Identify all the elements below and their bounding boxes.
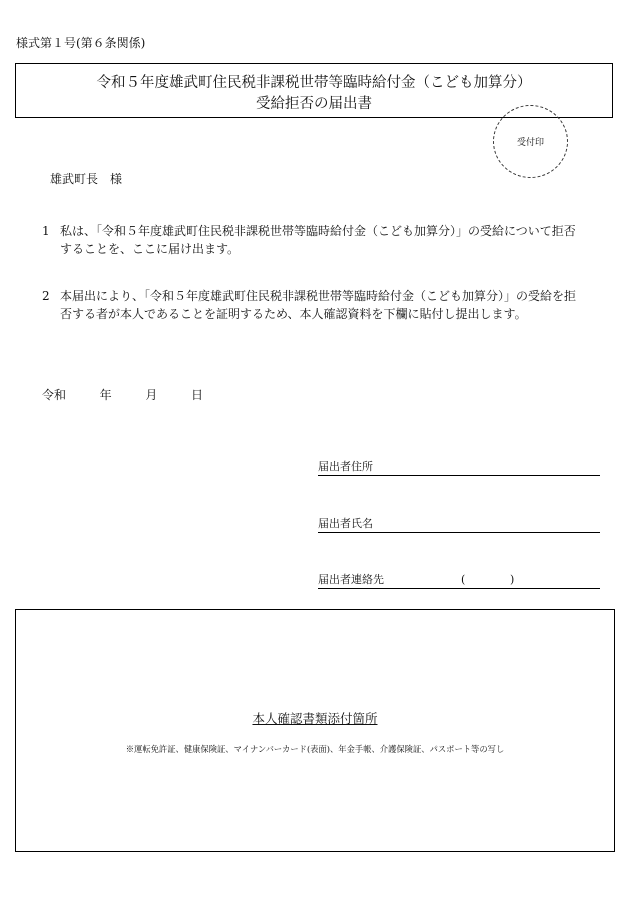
name-label: 届出者氏名 bbox=[318, 517, 373, 530]
date-row bbox=[42, 386, 203, 403]
paragraph-1 bbox=[42, 222, 587, 258]
addressee: 雄武町長 様 bbox=[50, 172, 123, 186]
contact-field[interactable] bbox=[318, 572, 600, 589]
document-title: 令和５年度雄武町住民税非課税世帯等臨時給付金（こども加算分） bbox=[96, 75, 532, 91]
document-subtitle: 受給拒否の届出書 bbox=[256, 96, 372, 112]
reception-stamp-label: 受付印 bbox=[516, 138, 544, 148]
contact-label: 届出者連絡先 bbox=[318, 573, 384, 586]
date-day-input[interactable]: 日 bbox=[191, 388, 204, 402]
date-month-input[interactable]: 月 bbox=[145, 388, 158, 402]
address-label: 届出者住所 bbox=[318, 460, 373, 473]
date-era: 令和 bbox=[42, 388, 67, 402]
paren-close: ) bbox=[510, 573, 515, 586]
paragraph-2 bbox=[42, 287, 587, 323]
paragraph-text: 私は、「令和５年度雄武町住民税非課税世帯等臨時給付金（こども加算分）」の受給について拒否することを、ここに届け出ます。 bbox=[60, 224, 576, 256]
paragraph-number: 2 bbox=[42, 289, 50, 303]
paragraph-text: 本届出により、「令和５年度雄武町住民税非課税世帯等臨時給付金（こども加算分）」の受給を拒否する者が本人であることを証明するため、本人確認資料を下欄に貼付し提出します。 bbox=[60, 289, 577, 321]
id-document-attachment-area bbox=[15, 609, 615, 852]
form-number: 様式第１号(第６条関係) bbox=[16, 36, 146, 50]
attachment-note: ※運転免許証、健康保険証、マイナンバーカード(表面)、年金手帳、介護保険証、パスポート等の写し bbox=[125, 744, 505, 754]
date-year-input[interactable]: 年 bbox=[99, 388, 112, 402]
reception-stamp-area bbox=[493, 105, 568, 178]
paren-open: ( bbox=[461, 573, 466, 586]
name-field[interactable] bbox=[318, 516, 600, 533]
attachment-title-text: 本人確認書類添付箇所 bbox=[252, 711, 378, 726]
paragraph-number: 1 bbox=[42, 224, 50, 238]
attachment-title bbox=[16, 709, 614, 727]
address-field[interactable] bbox=[318, 459, 600, 476]
